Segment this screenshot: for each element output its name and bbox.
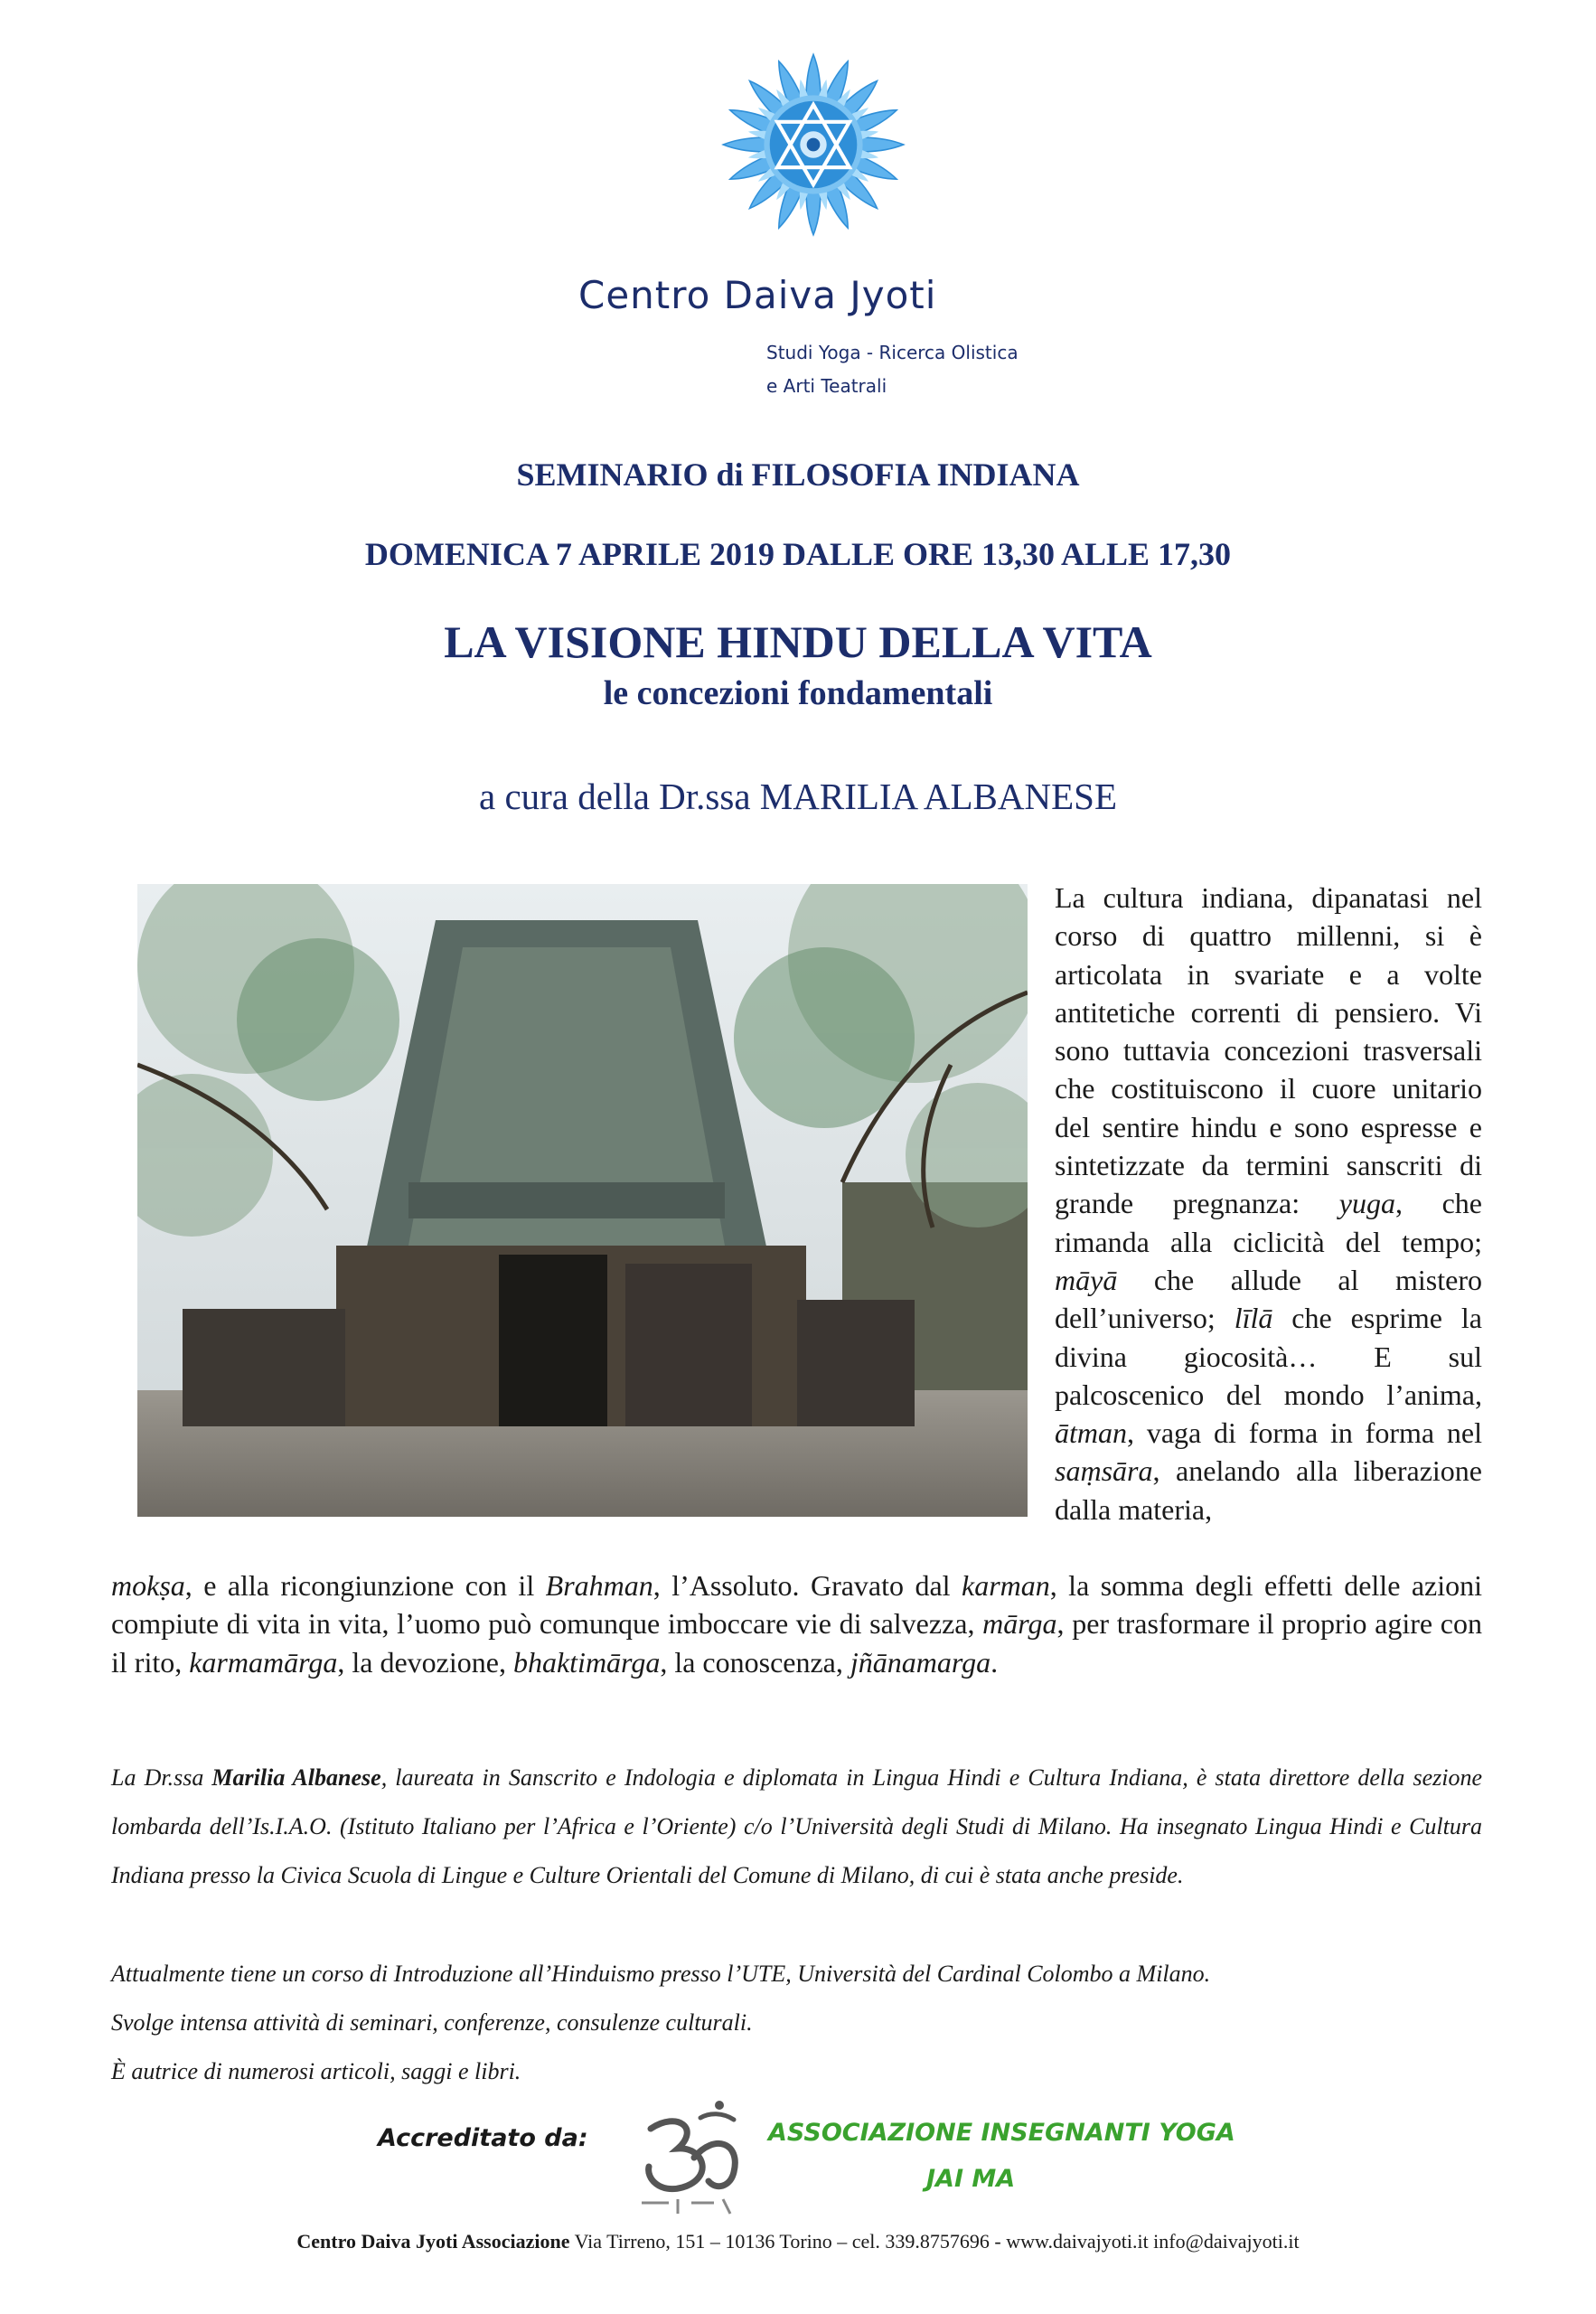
term-karmamarga: karmamārga: [189, 1645, 338, 1679]
term-lila: līlā: [1234, 1302, 1273, 1335]
bio-publications: È autrice di numerosi articoli, saggi e libri.: [111, 2058, 521, 2084]
footer-contact: [0, 2230, 1596, 2253]
term-brahman: Brahman: [545, 1569, 653, 1602]
description-continuation: mokṣa, e alla ricongiunzione con il Brahman, l’Assoluto. Gravato dal karman, la somma degli effetti delle azioni compiute di vita in vita, l’uomo può comunque imboccare vie di salvezza, mārga, per trasformare il proprio agire con il rito, karmamārga, la devozione, bhaktimārga, la conoscenza, jñānamarga.: [111, 1569, 1483, 1679]
bio-activities: Svolge intensa attività di seminari, conferenze, consulenze culturali.: [111, 2009, 753, 2036]
accrediting-association-subname: JAI MA: [926, 2165, 1016, 2193]
accrediting-association-name: ASSOCIAZIONE INSEGNANTI YOGA: [768, 2119, 1235, 2147]
footer-details: Via Tirreno, 151 – 10136 Torino – cel. 339.8757696 - www.daivajyoti.it info@daivajyoti.it: [569, 2230, 1300, 2253]
om-symbol-icon: [615, 2093, 759, 2219]
temple-photo: [137, 884, 1028, 1517]
footer-org: Centro Daiva Jyoti Associazione: [296, 2230, 570, 2253]
event-curator: a cura della Dr.ssa MARILIA ALBANESE: [479, 776, 1117, 817]
term-yuga: yuga: [1338, 1187, 1395, 1220]
term-bhaktimarga: bhaktimārga: [512, 1645, 661, 1679]
term-atman: ātman: [1055, 1416, 1127, 1450]
bio-current-course: Attualmente tiene un corso di Introduzione all’Hinduismo presso l’UTE, Università del Cardinal Colombo a Milano.: [111, 1961, 1211, 1987]
event-subtitle: le concezioni fondamentali: [603, 674, 993, 712]
brand-name: Centro Daiva Jyoti: [578, 273, 937, 317]
term-moksa: mokṣa: [111, 1569, 185, 1602]
lotus-chakra-logo-icon: [718, 50, 908, 240]
term-marga: mārga: [982, 1607, 1057, 1641]
event-date: DOMENICA 7 APRILE 2019 DALLE ORE 13,30 ALLE 17,30: [364, 536, 1232, 572]
term-samsara: saṃsāra: [1055, 1454, 1153, 1488]
brand-tagline-line2: e Arti Teatrali: [766, 375, 887, 397]
bio-name: Marilia Albanese: [211, 1764, 381, 1791]
event-title: LA VISIONE HINDU DELLA VITA: [444, 616, 1152, 667]
description-intro: La cultura indiana, dipanatasi nel corso di quattro millenni, si è articolata in svariate e a volte antitetiche correnti di pensiero. Vi sono tuttavia concezioni trasversali che costituiscono il cuore unitario del sentire hindu e sono espresse e sintetizzate da termini sanscriti di grande pregnanza: yuga, che rimanda alla ciclicità del tempo; māyā che allude al mistero dell’universo; līlā che esprime la divina giocosità… E sul palcoscenico del mondo l’anima, ātman, vaga di forma in forma nel saṃsāra, anelando alla liberazione dalla materia,: [1055, 881, 1483, 1526]
term-maya: māyā: [1055, 1263, 1118, 1296]
seminar-heading: SEMINARIO di FILOSOFIA INDIANA: [516, 456, 1080, 493]
bio-paragraph: La Dr.ssa Marilia Albanese, laureata in Sanscrito e Indologia e diplomata in Lingua Hindi e Cultura Indiana, è stata direttore della sezione lombarda dell’Is.I.A.O. (Istituto Italiano per l’Africa e l’Oriente) c/o l’Università degli Studi di Milano. Ha insegnato Lingua Hindi e Cultura Indiana presso la Civica Scuola di Lingue e Culture Orientali del Comune di Milano, di cui è stata anche preside.: [111, 1764, 1482, 1888]
accreditation-label: Accreditato da:: [378, 2124, 588, 2152]
brand-tagline-line1: Studi Yoga - Ricerca Olistica: [766, 342, 1019, 363]
term-jnanamarga: jñānamarga: [850, 1645, 991, 1679]
term-karman: karman: [961, 1569, 1050, 1602]
